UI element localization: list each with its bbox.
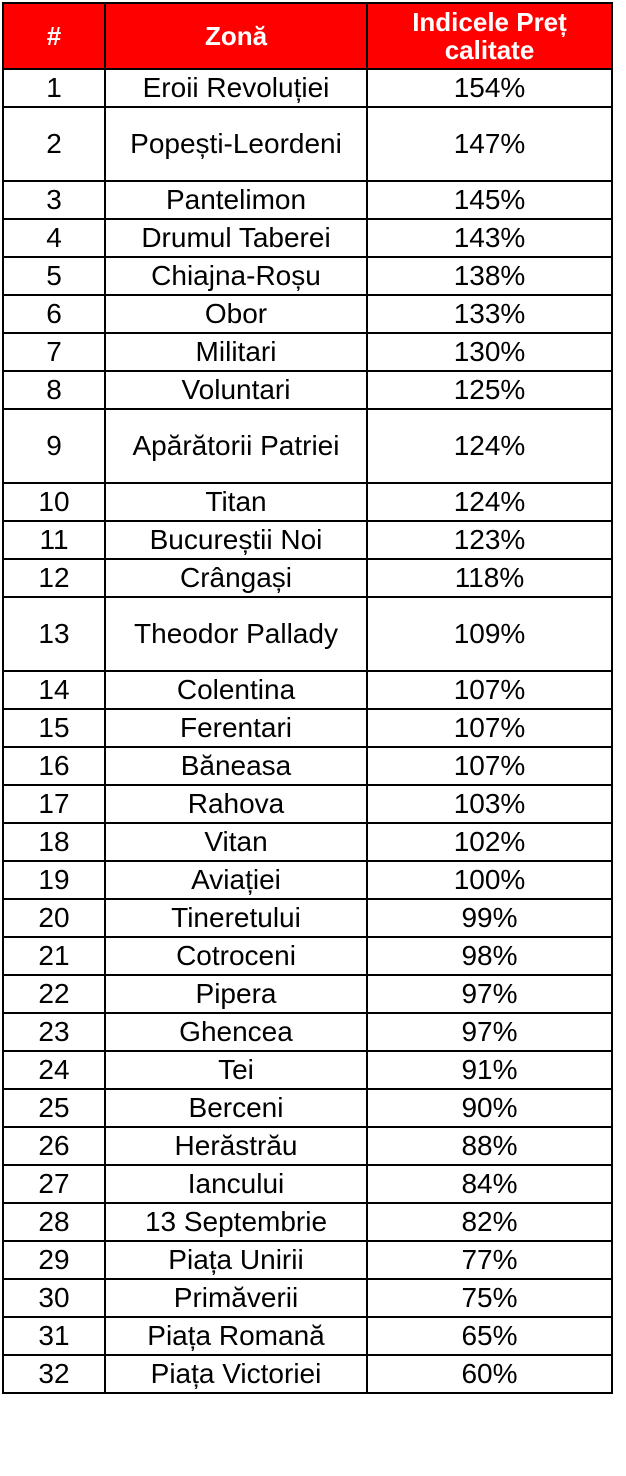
zone-cell: Militari — [105, 333, 367, 371]
table-row — [3, 521, 612, 559]
zone-cell: Piața Unirii — [105, 1241, 367, 1279]
zone-cell: Piața Romană — [105, 1317, 367, 1355]
zone-cell: Eroii Revoluției — [105, 69, 367, 107]
table-row — [3, 1051, 612, 1089]
rank-cell: 10 — [3, 483, 105, 521]
rank-cell: 25 — [3, 1089, 105, 1127]
index-cell: 90% — [367, 1089, 612, 1127]
zone-cell: Vitan — [105, 823, 367, 861]
zone-cell: Popești-Leordeni — [105, 107, 367, 181]
table-row — [3, 1355, 612, 1393]
rank-cell: 20 — [3, 899, 105, 937]
header-index: Indicele Preț calitate — [367, 3, 612, 69]
zone-cell: Apărătorii Patriei — [105, 409, 367, 483]
index-cell: 88% — [367, 1127, 612, 1165]
index-cell: 60% — [367, 1355, 612, 1393]
index-cell: 124% — [367, 409, 612, 483]
table-row — [3, 219, 612, 257]
rank-cell: 3 — [3, 181, 105, 219]
index-cell: 103% — [367, 785, 612, 823]
rank-cell: 1 — [3, 69, 105, 107]
rank-cell: 7 — [3, 333, 105, 371]
table-row — [3, 257, 612, 295]
zone-cell: Tei — [105, 1051, 367, 1089]
rank-cell: 2 — [3, 107, 105, 181]
table-row — [3, 861, 612, 899]
zone-cell: Voluntari — [105, 371, 367, 409]
table-row — [3, 1165, 612, 1203]
rank-cell: 21 — [3, 937, 105, 975]
zone-cell: Cotroceni — [105, 937, 367, 975]
table-row — [3, 1279, 612, 1317]
zone-cell: Iancului — [105, 1165, 367, 1203]
table-row — [3, 181, 612, 219]
rank-cell: 32 — [3, 1355, 105, 1393]
index-cell: 84% — [367, 1165, 612, 1203]
zone-cell: Drumul Taberei — [105, 219, 367, 257]
index-cell: 107% — [367, 709, 612, 747]
table-row — [3, 1317, 612, 1355]
rank-cell: 13 — [3, 597, 105, 671]
zone-cell: Herăstrău — [105, 1127, 367, 1165]
table-row — [3, 559, 612, 597]
header-rank: # — [3, 3, 105, 69]
table-row — [3, 709, 612, 747]
table-row — [3, 371, 612, 409]
zone-cell: Berceni — [105, 1089, 367, 1127]
table-row — [3, 409, 612, 483]
rank-cell: 28 — [3, 1203, 105, 1241]
table-row — [3, 1013, 612, 1051]
rank-cell: 12 — [3, 559, 105, 597]
rank-cell: 24 — [3, 1051, 105, 1089]
rank-cell: 9 — [3, 409, 105, 483]
table-row — [3, 975, 612, 1013]
zone-cell: Bucureștii Noi — [105, 521, 367, 559]
table-row — [3, 1089, 612, 1127]
table-row — [3, 1241, 612, 1279]
zone-cell: Primăverii — [105, 1279, 367, 1317]
price-quality-table — [2, 2, 613, 1394]
header-row — [3, 3, 612, 69]
index-cell: 97% — [367, 975, 612, 1013]
table-row — [3, 295, 612, 333]
rank-cell: 27 — [3, 1165, 105, 1203]
zone-cell: Chiajna-Roșu — [105, 257, 367, 295]
table-row — [3, 899, 612, 937]
rank-cell: 5 — [3, 257, 105, 295]
rank-cell: 6 — [3, 295, 105, 333]
index-cell: 123% — [367, 521, 612, 559]
header-zone: Zonă — [105, 3, 367, 69]
table-row — [3, 671, 612, 709]
zone-cell: 13 Septembrie — [105, 1203, 367, 1241]
rank-cell: 26 — [3, 1127, 105, 1165]
index-cell: 138% — [367, 257, 612, 295]
table-body — [3, 69, 612, 1393]
rank-cell: 22 — [3, 975, 105, 1013]
index-cell: 130% — [367, 333, 612, 371]
index-cell: 154% — [367, 69, 612, 107]
index-cell: 147% — [367, 107, 612, 181]
table-row — [3, 1203, 612, 1241]
index-cell: 109% — [367, 597, 612, 671]
index-cell: 97% — [367, 1013, 612, 1051]
index-cell: 77% — [367, 1241, 612, 1279]
rank-cell: 29 — [3, 1241, 105, 1279]
zone-cell: Obor — [105, 295, 367, 333]
index-cell: 124% — [367, 483, 612, 521]
rank-cell: 30 — [3, 1279, 105, 1317]
rank-cell: 4 — [3, 219, 105, 257]
table-row — [3, 937, 612, 975]
index-cell: 107% — [367, 671, 612, 709]
table-row — [3, 597, 612, 671]
index-cell: 133% — [367, 295, 612, 333]
index-cell: 100% — [367, 861, 612, 899]
zone-cell: Pipera — [105, 975, 367, 1013]
zone-cell: Theodor Pallady — [105, 597, 367, 671]
index-cell: 91% — [367, 1051, 612, 1089]
zone-cell: Rahova — [105, 785, 367, 823]
table-row — [3, 785, 612, 823]
index-cell: 102% — [367, 823, 612, 861]
index-cell: 99% — [367, 899, 612, 937]
rank-cell: 19 — [3, 861, 105, 899]
table-row — [3, 483, 612, 521]
zone-cell: Aviației — [105, 861, 367, 899]
rank-cell: 31 — [3, 1317, 105, 1355]
rank-cell: 18 — [3, 823, 105, 861]
zone-cell: Tineretului — [105, 899, 367, 937]
zone-cell: Colentina — [105, 671, 367, 709]
rank-cell: 14 — [3, 671, 105, 709]
index-cell: 75% — [367, 1279, 612, 1317]
zone-cell: Piața Victoriei — [105, 1355, 367, 1393]
index-cell: 125% — [367, 371, 612, 409]
index-cell: 143% — [367, 219, 612, 257]
index-cell: 65% — [367, 1317, 612, 1355]
rank-cell: 15 — [3, 709, 105, 747]
rank-cell: 16 — [3, 747, 105, 785]
zone-cell: Titan — [105, 483, 367, 521]
table-row — [3, 69, 612, 107]
index-cell: 145% — [367, 181, 612, 219]
index-cell: 107% — [367, 747, 612, 785]
table-row — [3, 823, 612, 861]
index-cell: 98% — [367, 937, 612, 975]
index-cell: 118% — [367, 559, 612, 597]
index-cell: 82% — [367, 1203, 612, 1241]
rank-cell: 23 — [3, 1013, 105, 1051]
zone-cell: Băneasa — [105, 747, 367, 785]
table-row — [3, 107, 612, 181]
rank-cell: 8 — [3, 371, 105, 409]
table-row — [3, 333, 612, 371]
table-row — [3, 1127, 612, 1165]
zone-cell: Crângași — [105, 559, 367, 597]
table-row — [3, 747, 612, 785]
zone-cell: Ferentari — [105, 709, 367, 747]
zone-cell: Ghencea — [105, 1013, 367, 1051]
zone-cell: Pantelimon — [105, 181, 367, 219]
rank-cell: 11 — [3, 521, 105, 559]
rank-cell: 17 — [3, 785, 105, 823]
